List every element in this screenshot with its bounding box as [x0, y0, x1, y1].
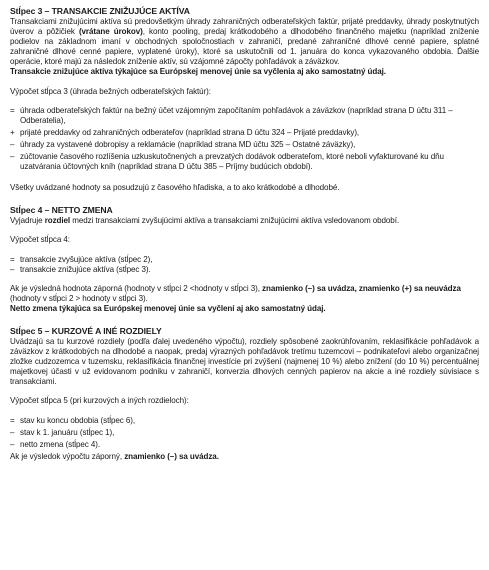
- section-5-calc-list: [10, 416, 479, 450]
- section-3-emu-note: Transakcie znižujúce aktíva týkajúce sa Európskej menovej únie sa vyčlenia aj ako samostatný údaj.: [10, 67, 386, 77]
- list-item: [10, 140, 479, 150]
- section-5-sign-text: Ak je výsledok výpočtu záporný,: [10, 451, 125, 461]
- list-marker: +: [10, 127, 15, 137]
- list-item: [10, 152, 479, 172]
- list-item-text: zúčtovanie časového rozlíšenia uzkuskutočnených a prevzatých dodávok odberateľom, ktoré neboli vyfakturované ku dňu uzatvárania účtovných kníh (napríklad strana D účtu 385 – Príjmy budúcich období).: [20, 152, 444, 172]
- section-3-paragraph: [10, 17, 479, 67]
- list-item: [10, 265, 479, 275]
- section-3-text-continued: , konto pooling, predaj krátkodobého a dlhodobého finančného majetku (napríklad zníženie podielov na základnom imaní v obchodných spoločnostiach v zahraničí, predané zahraničné dlhové cenné papiere, splatné zahraničné dlhové cenné papiere, vyplatené úroky), ktoré sa uskutočnili od 1. januára do konca vykazovaného obdobia. Ďalšie operácie, ktoré majú za následok zníženie aktív, sú vzájomné zápočty pohľadávok a záväzkov.: [10, 27, 479, 67]
- list-item: [10, 128, 479, 138]
- section-3-calc-list: [10, 106, 479, 173]
- list-marker: –: [10, 139, 15, 149]
- list-item-text: úhrady za vystavené dobropisy a reklamácie (napríklad strana MD účtu 325 – Ostatné záväzky),: [20, 139, 356, 149]
- section-4-heading: Stĺpec 4 – NETTO ZMENA: [10, 205, 113, 216]
- list-item-text: stav ku koncu obdobia (stĺpec 6),: [20, 415, 135, 425]
- list-item: [10, 428, 479, 438]
- list-item-text: transakcie znižujúce aktíva (stĺpec 3).: [20, 264, 151, 274]
- section-3-note: Všetky uvádzané hodnoty sa posudzujú z časového hľadiska, a to ako krátkodobé a dlhodobé.: [10, 183, 340, 193]
- section-4-text: Vyjadruje: [10, 216, 45, 226]
- section-3-heading: Stĺpec 3 – TRANSAKCIE ZNIŽUJÚCE AKTÍVA: [10, 6, 190, 16]
- list-marker: –: [10, 427, 15, 437]
- section-5-calc-label: Výpočet stĺpca 5 (pri kurzových a iných rozdieloch):: [10, 396, 189, 406]
- section-column-3: [10, 6, 479, 193]
- section-5-sign-rule: [10, 452, 479, 462]
- list-item: [10, 440, 479, 450]
- section-5-paragraph: Uvádzajú sa tu kurzové rozdiely (podľa ďalej uvedeného výpočtu), rozdiely spôsobené zaokrúhľovaním, reklasifikácie pohľadávok a záväzkov z krátkodobých na dlhodobé a naopak, predaj výrazných pohľadávok tretímu tuzemcovi – podnikateľovi alebo organizačnej zložke cudzozemca v tuzemsku, reklasifikácia finančnej investície pri zvýšení (najmenej 10 %) alebo znížení (do 10 %) percentuálnej majetkovej účasti v už evidovanom podniku v zahraničí, konverzia dlhových cenných papierov na akcie a iné rozdiely súvisiace s transakciami.: [10, 336, 479, 387]
- section-3-emphasis: (vrátane úrokov): [78, 27, 143, 37]
- list-item: [10, 106, 479, 126]
- section-column-4: [10, 205, 479, 314]
- list-marker: =: [10, 415, 15, 425]
- list-item-text: stav k 1. januáru (stĺpec 1),: [20, 427, 115, 437]
- section-4-text-continued: medzi transakciami zvyšujúcimi aktíva a transakciami znižujúcimi aktíva vsledovanom období.: [70, 216, 400, 226]
- list-marker: =: [10, 105, 15, 115]
- list-item-text: netto zmena (stĺpec 4).: [20, 439, 101, 449]
- list-marker: –: [10, 439, 15, 449]
- section-4-emphasis: rozdiel: [44, 216, 71, 226]
- section-3-calc-label: Výpočet stĺpca 3 (úhrada bežných odberateľských faktúr):: [10, 86, 211, 96]
- section-column-5: [10, 326, 479, 462]
- list-item-text: úhrada odberateľských faktúr na bežný účet vzájomným započítaním pohľadávok a záväzkov (napríklad strana D účtu 311 – Odberatelia),: [20, 105, 453, 125]
- section-4-sign-text: Ak je výsledná hodnota záporná (hodnoty v stĺpci 2 <hodnoty v stĺpci 3),: [10, 283, 263, 293]
- list-marker: =: [10, 254, 15, 264]
- list-marker: –: [10, 264, 15, 274]
- list-item: [10, 255, 479, 265]
- section-4-calc-label: Výpočet stĺpca 4:: [10, 235, 70, 245]
- section-4-sign-rule: [10, 284, 479, 304]
- list-item: [10, 416, 479, 426]
- list-marker: –: [10, 152, 15, 162]
- section-3-text: Transakciami znižujúcimi aktíva sú predovšetkým úhrady zahraničných odberateľských faktúr, prijaté preddavky, úhrady poskytnutých úverov a pôžičiek: [10, 17, 479, 37]
- section-5-heading: Stĺpec 5 – KURZOVÉ A INÉ ROZDIELY: [10, 325, 162, 336]
- section-4-sign-text-continued: (hodnoty v stĺpci 2 > hodnoty v stĺpci 3).: [10, 293, 148, 303]
- section-4-emu-note: Netto zmena týkajúca sa Európskej menovej únie sa vyčlení aj ako samostatný údaj.: [10, 303, 326, 313]
- section-4-paragraph: [10, 216, 479, 226]
- section-5-sign-emphasis: znamienko (–) sa uvádza.: [124, 451, 219, 461]
- list-item-text: transakcie zvyšujúce aktíva (stĺpec 2),: [20, 254, 153, 264]
- section-4-sign-emphasis: znamienko (–) sa uvádza, znamienko (+) sa neuvádza: [262, 283, 461, 293]
- list-item-text: prijaté preddavky od zahraničných odberateľov (napríklad strana D účtu 324 – Prijaté preddavky),: [20, 127, 360, 137]
- section-4-calc-list: [10, 255, 479, 275]
